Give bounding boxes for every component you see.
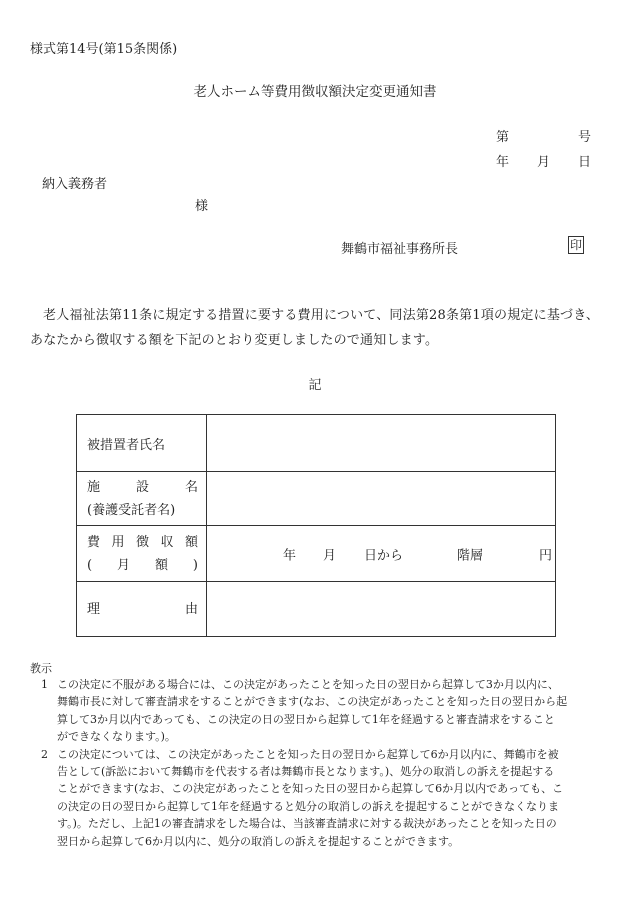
fee-month: 月 bbox=[323, 548, 337, 563]
form-number: 様式第14号(第15条関係) bbox=[30, 42, 178, 57]
note-number: 1 bbox=[41, 678, 48, 691]
fee-label: 費 用 徴 収 額 ( 月 額 ) bbox=[77, 526, 207, 582]
note-line: この決定に不服がある場合には、この決定があったことを知った日の翌日から起算して3か月以内に、 bbox=[57, 678, 559, 691]
note-line: の決定の日の翌日から起算して1年を経過すると処分の取消しの訴えを提起することができなくなりま bbox=[57, 799, 559, 813]
table-row bbox=[77, 472, 556, 526]
payer-label: 納入義務者 bbox=[42, 177, 108, 192]
reason-label: 理 由 bbox=[77, 582, 207, 637]
note-line: 告として(訴訟において舞鶴市を代表する者は舞鶴市長となります。)、処分の取消しの訴えを提起する bbox=[57, 765, 555, 779]
document-title: 老人ホーム等費用徴収額決定変更通知書 bbox=[193, 84, 437, 100]
issuer-title: 舞鶴市福祉事務所長 bbox=[341, 242, 459, 257]
table-row bbox=[77, 415, 556, 472]
note-line: 翌日から起算して6か月以内に、処分の取消しの訴えを提起することができます。 bbox=[57, 834, 460, 848]
date-day: 日 bbox=[578, 155, 592, 170]
person-name-value bbox=[207, 415, 556, 472]
note-line: この決定については、この決定があったことを知った日の翌日から起算して6か月以内に、舞鶴市を被 bbox=[57, 747, 559, 761]
note-line: 算して3か月以内であっても、この決定の日の翌日から起算して1年を経過すると審査請求をすること bbox=[57, 712, 555, 726]
body-line: あなたから徴収する額を下記のとおり変更しましたので通知します。 bbox=[30, 333, 439, 348]
honorific: 様 bbox=[195, 199, 209, 214]
fee-day-from: 日から bbox=[364, 548, 404, 563]
detail-table bbox=[76, 414, 556, 637]
seal-mark: 印 bbox=[570, 238, 583, 252]
ki-heading: 記 bbox=[308, 378, 322, 393]
table-row bbox=[77, 582, 556, 637]
body-paragraph bbox=[30, 303, 610, 353]
facility-label: 施 設 名 (養護受託者名) bbox=[77, 472, 207, 526]
note-item bbox=[30, 746, 610, 850]
number-prefix: 第 bbox=[496, 130, 510, 145]
fee-year: 年 bbox=[283, 548, 297, 563]
table-row bbox=[77, 526, 556, 582]
notes-list bbox=[30, 676, 610, 850]
note-item bbox=[30, 676, 610, 746]
note-line: す。)。ただし、上記1の審査請求をした場合は、当該審査請求に対する裁決があったことを知った日の bbox=[57, 817, 557, 831]
person-name-label: 被措置者氏名 bbox=[77, 415, 207, 472]
note-line: ことができます(なお、この決定があったことを知った日の翌日から起算して6か月以内であっても、こ bbox=[57, 782, 564, 796]
fee-yen: 円 bbox=[539, 548, 553, 563]
date-year: 年 bbox=[496, 155, 510, 170]
fee-value bbox=[207, 526, 556, 582]
note-number: 2 bbox=[41, 747, 48, 761]
notes-heading: 教示 bbox=[30, 662, 52, 675]
date-month: 月 bbox=[537, 155, 551, 170]
facility-value bbox=[207, 472, 556, 526]
note-line: 舞鶴市長に対して審査請求をすることができます(なお、この決定があったことを知った日の翌日から起 bbox=[57, 695, 568, 709]
reason-value bbox=[207, 582, 556, 637]
body-line: 老人福祉法第11条に規定する措置に要する費用について、同法第28条第1項の規定に基づき、 bbox=[43, 308, 600, 323]
fee-stratum: 階層 bbox=[457, 548, 484, 563]
note-line: ができなくなります。)。 bbox=[57, 730, 176, 744]
number-suffix: 号 bbox=[578, 130, 592, 145]
